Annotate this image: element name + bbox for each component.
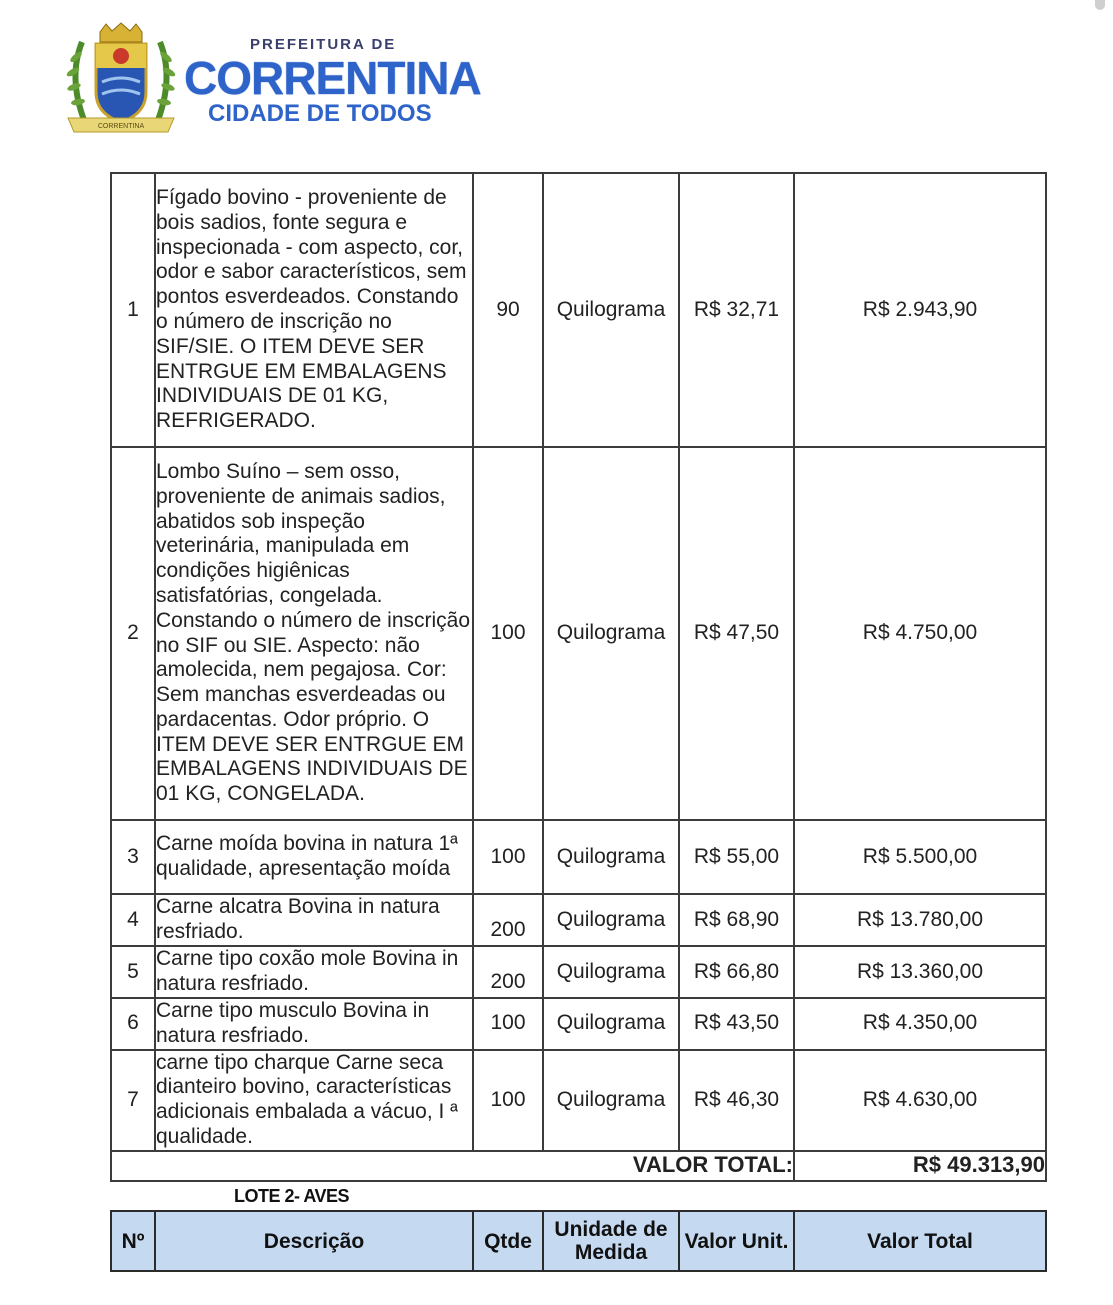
logo-prefeitura-text: PREFEITURA DE <box>250 36 397 53</box>
item-total: R$ 4.750,00 <box>794 447 1046 820</box>
item-quantity: 200 <box>473 946 543 998</box>
page-header <box>62 22 481 142</box>
lote-2-title: LOTE 2- AVES <box>234 1186 350 1206</box>
column-header-number: Nº <box>111 1211 155 1271</box>
total-row <box>111 1151 1046 1181</box>
item-number: 6 <box>111 998 155 1050</box>
item-description: Carne moída bovina in natura 1ª qualidade, apresentação moída <box>155 820 473 894</box>
logo-city-name: CORRENTINA <box>184 52 481 104</box>
item-quantity: 100 <box>473 1050 543 1151</box>
item-quantity: 100 <box>473 998 543 1050</box>
item-quantity: 100 <box>473 820 543 894</box>
item-number: 1 <box>111 173 155 447</box>
item-total: R$ 5.500,00 <box>794 820 1046 894</box>
corner-decoration <box>1095 0 1105 10</box>
item-unit-price: R$ 43,50 <box>679 998 794 1050</box>
table-row <box>111 173 1046 447</box>
item-description: Lombo Suíno – sem osso, proveniente de animais sadios, abatidos sob inspeção veterinária, manipulada em condições higiênicas satisfatórias, congelada. Constando o número de inscrição no SIF ou SIE. Aspecto: não amolecida, nem pegajosa. Cor: Sem manchas esverdeadas ou pardacentas. Odor próprio. O ITEM DEVE SER ENTRGUE EM EMBALAGENS INDIVIDUAIS DE 01 KG, CONGELADA. <box>155 447 473 820</box>
item-unit-price: R$ 32,71 <box>679 173 794 447</box>
item-total: R$ 13.780,00 <box>794 894 1046 946</box>
item-unit: Quilograma <box>543 998 679 1050</box>
item-total: R$ 2.943,90 <box>794 173 1046 447</box>
column-header-unit: Unidade de Medida <box>543 1211 679 1271</box>
item-description: carne tipo charque Carne seca dianteiro bovino, características adicionais embalada a vácuo, I ª qualidade. <box>155 1050 473 1151</box>
item-unit: Quilograma <box>543 173 679 447</box>
item-unit-price: R$ 55,00 <box>679 820 794 894</box>
item-unit: Quilograma <box>543 447 679 820</box>
item-total: R$ 4.630,00 <box>794 1050 1046 1151</box>
table-row <box>111 998 1046 1050</box>
column-header-unit-price: Valor Unit. <box>679 1211 794 1271</box>
item-unit-price: R$ 47,50 <box>679 447 794 820</box>
item-quantity: 200 <box>473 894 543 946</box>
item-number: 7 <box>111 1050 155 1151</box>
item-description: Carne alcatra Bovina in natura resfriado. <box>155 894 473 946</box>
item-unit-price: R$ 66,80 <box>679 946 794 998</box>
column-header-description: Descrição <box>155 1211 473 1271</box>
item-unit: Quilograma <box>543 946 679 998</box>
item-number: 2 <box>111 447 155 820</box>
item-unit: Quilograma <box>543 894 679 946</box>
item-number: 3 <box>111 820 155 894</box>
item-unit-price: R$ 68,90 <box>679 894 794 946</box>
table-row <box>111 894 1046 946</box>
table-row <box>111 447 1046 820</box>
item-unit: Quilograma <box>543 1050 679 1151</box>
total-value: R$ 49.313,90 <box>794 1151 1046 1181</box>
table-row <box>111 1050 1046 1151</box>
table-row <box>111 946 1046 998</box>
column-header-total: Valor Total <box>794 1211 1046 1271</box>
items-table <box>110 172 1047 1182</box>
item-quantity: 90 <box>473 173 543 447</box>
item-number: 4 <box>111 894 155 946</box>
crest-banner-text: CORRENTINA <box>97 123 145 130</box>
city-crest-icon <box>62 22 180 137</box>
column-header-quantity: Qtde <box>473 1211 543 1271</box>
logo-slogan: CIDADE DE TODOS <box>208 100 432 127</box>
item-total: R$ 13.360,00 <box>794 946 1046 998</box>
item-description: Carne tipo musculo Bovina in natura resfriado. <box>155 998 473 1050</box>
item-description: Fígado bovino - proveniente de bois sadios, fonte segura e inspecionada - com aspecto, cor, odor e sabor característicos, sem pontos esverdeados. Constando o número de inscrição no SIF/SIE. O ITEM DEVE SER ENTRGUE EM EMBALAGENS INDIVIDUAIS DE 01 KG, REFRIGERADO. <box>155 173 473 447</box>
item-number: 5 <box>111 946 155 998</box>
item-unit: Quilograma <box>543 820 679 894</box>
item-description: Carne tipo coxão mole Bovina in natura resfriado. <box>155 946 473 998</box>
item-quantity: 100 <box>473 447 543 820</box>
item-unit-price: R$ 46,30 <box>679 1050 794 1151</box>
table-row <box>111 820 1046 894</box>
item-total: R$ 4.350,00 <box>794 998 1046 1050</box>
header-row <box>111 1211 1046 1271</box>
total-label: VALOR TOTAL: <box>111 1151 794 1181</box>
lote-2-table-header <box>110 1210 1047 1272</box>
